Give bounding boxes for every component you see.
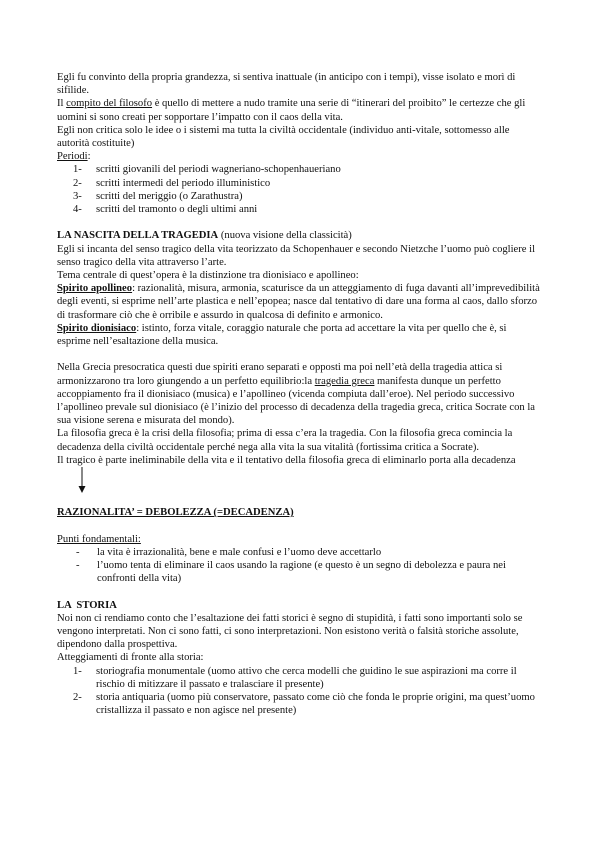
list-item: 4- scritti del tramonto o degli ultimi anni — [73, 204, 258, 216]
dionisiaco-term: Spirito dionisiaco — [57, 322, 137, 334]
underlined-term: compito del filosofo — [66, 98, 153, 110]
section-heading-storia: LA STORIA — [57, 599, 117, 611]
section-heading-tragedia: LA NASCITA DELLA TRAGEDIA (nuova visione della classicità) — [57, 230, 352, 242]
apollineo-term: Spirito apollineo — [57, 283, 133, 295]
apollineo-definition: Spirito apollineo: razionalità, misura, armonia, scaturisce da un atteggiamento di fuga davanti all’imprevedibilità degli eventi, si esprime nell’arte plastica e nell’epopea; nasce dal tentativo di dare una forma al caos, dallo sforzo di trasformare ciò che è orribile e assurdo in qualcosa di definito e armonico. — [57, 283, 540, 321]
underlined-term: tragedia greca — [314, 375, 375, 387]
storia-paragraph-2: Atteggiamenti di fronte alla storia: — [57, 652, 204, 664]
list-item: - l’uomo tenta di eliminare il caos usando la ragione (e questo è un segno di debolezza e paura nei confronti della vita) — [76, 560, 506, 585]
tragedia-paragraph-4: La filosofia greca è la crisi della filosofia; prima di essa c’era la tragedia. Con la filosofia greca comincia la decadenza della civiltà occidentale perché nega alla vita la sua vitalità (fortissima critica a Socrate). — [57, 428, 513, 453]
list-item: 1- scritti giovanili del periodi wagneriano-schopenhaueriano — [73, 164, 341, 176]
intro-paragraph-1: Egli fu convinto della propria grandezza, si sentiva inattuale (in anticipo con i tempi), visse isolato e morì di sifilide. — [57, 72, 516, 97]
list-item: 2- scritti intermedi del periodo illuministico — [73, 177, 271, 189]
down-arrow-icon — [57, 467, 542, 493]
storia-list — [57, 665, 542, 718]
list-item: 2- storia antiquaria (uomo più conservatore, passato come ciò che fonda le proprie origini, ma quest’uomo cristallizza il passato e non agisce nel presente) — [73, 692, 535, 717]
list-item: - la vita è irrazionalità, bene e male confusi e l’uomo deve accettarlo — [76, 546, 382, 558]
punti-label: Punti fondamentali: — [57, 533, 141, 545]
tragedia-paragraph-5: Il tragico è parte ineliminabile della vita e il tentativo della filosofia greca di eliminarlo porta alla decadenza — [57, 454, 516, 466]
punti-list — [57, 546, 542, 586]
tragedia-paragraph-1: Egli si incanta del senso tragico della vita teorizzato da Schopenhauer e secondo Nietzche l’uomo può cogliere il senso tragico della vita attraverso l’arte. — [57, 243, 536, 268]
storia-paragraph-1: Noi non ci rendiamo conto che l’esaltazione dei fatti storici è segno di stupidità, i fatti sono importanti solo se vengono interpretati. Non ci sono fatti, ci sono interpretazioni. Non esistono verità o falsità storiche assolute, dipendono dalla prospettiva. — [57, 612, 523, 651]
intro-paragraph-2: Il compito del filosofo è quello di mettere a nudo tramite una serie di “itinerari del proibito” le certezze che gli uomini si sono creati per sopportare l’impatto con il caos della vita. — [57, 98, 526, 123]
equation-heading: RAZIONALITA’ = DEBOLEZZA (=DECADENZA) — [57, 507, 294, 519]
dionisiaco-definition: Spirito dionisiaco: istinto, forza vitale, coraggio naturale che porta ad accettare la vita per quello che è, si esprime nell’esaltazione della musica. — [57, 322, 507, 348]
tragedia-paragraph-2: Tema centrale di quest’opera è la distinzione tra dionisiaco e apollineo: — [57, 270, 359, 282]
intro-paragraph-3: Egli non critica solo le idee o i sistemi ma tutta la civiltà occidentale (individuo anti-vitale, sottomesso alle autorità costituite) — [57, 124, 510, 150]
document-page — [57, 71, 542, 717]
periodi-label: Periodi: — [57, 151, 91, 163]
tragedia-paragraph-3: Nella Grecia presocratica questi due spiriti erano separati e opposti ma poi nell’età della tragedia attica si armonizzarono tra loro giungendo a un perfetto equilibrio:la tragedia greca manifesta dunque un perfetto accoppiamento fra il dionisiaco (musica) e l’apollineo (vicenda compiuta dall’eroe). Nel periodo successivo l’apollineo prevale sul dionisiaco (è l’inizio del processo di decadenza della tragedia greca, critica Socrate con la sua visione serena e misurata del mondo). — [57, 362, 535, 427]
periodi-list — [57, 163, 542, 216]
down-arrow-icon — [76, 467, 88, 493]
list-item: 1- storiografia monumentale (uomo attivo che cerca modelli che guidino le sue aspirazioni ma corre il rischio di mitizzare il passato e tralasciare il presente) — [73, 665, 517, 690]
list-item: 3- scritti del meriggio (o Zarathustra) — [73, 190, 243, 202]
